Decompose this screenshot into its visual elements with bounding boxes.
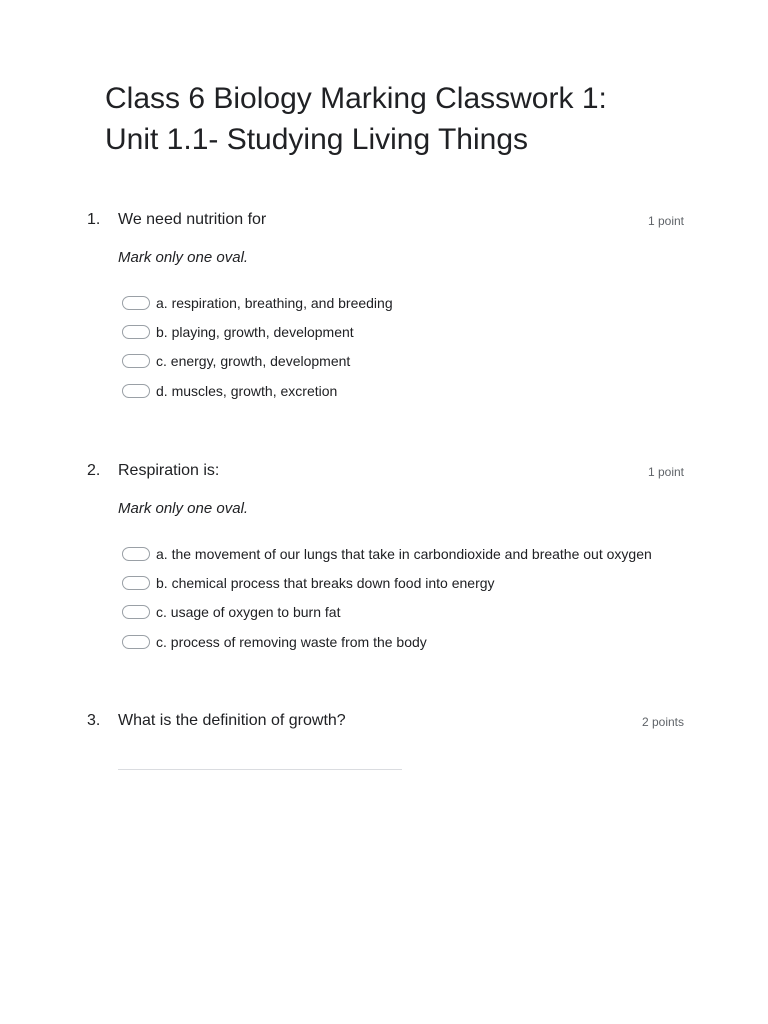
- question-text: We need nutrition for: [118, 211, 267, 228]
- option-2d[interactable]: [122, 627, 652, 656]
- option-label: c. usage of oxygen to burn fat: [156, 604, 341, 621]
- option-2a[interactable]: [122, 539, 652, 568]
- question-number: 3.: [87, 712, 101, 729]
- radio-oval[interactable]: [122, 635, 150, 649]
- option-label: a. respiration, breathing, and breeding: [156, 294, 393, 311]
- question-text: What is the definition of growth?: [118, 712, 346, 729]
- option-1d[interactable]: [122, 376, 393, 405]
- option-label: c. energy, growth, development: [156, 353, 351, 370]
- form-title-line-2: Unit 1.1- Studying Living Things: [105, 123, 529, 156]
- option-2b[interactable]: [122, 568, 652, 597]
- options-list: [122, 539, 652, 656]
- form-title: [105, 78, 705, 160]
- radio-oval[interactable]: [122, 547, 150, 561]
- option-label: c. process of removing waste from the body: [156, 633, 427, 650]
- question-points: 1 point: [647, 214, 684, 228]
- option-label: b. playing, growth, development: [156, 323, 354, 340]
- question-instruction: Mark only one oval.: [118, 500, 249, 517]
- question-points: 2 points: [641, 715, 684, 729]
- radio-oval[interactable]: [122, 605, 150, 619]
- option-1a[interactable]: [122, 288, 393, 317]
- question-text: Respiration is:: [118, 462, 220, 479]
- option-2c[interactable]: [122, 598, 652, 627]
- option-label: d. muscles, growth, excretion: [156, 382, 338, 399]
- radio-oval[interactable]: [122, 296, 150, 310]
- option-1b[interactable]: [122, 317, 393, 346]
- question-number: 2.: [87, 462, 101, 479]
- question-points: 1 point: [647, 465, 684, 479]
- option-label: a. the movement of our lungs that take in carbondioxide and breathe out oxygen: [156, 545, 652, 562]
- radio-oval[interactable]: [122, 354, 150, 368]
- short-answer-field[interactable]: [118, 769, 402, 770]
- radio-oval[interactable]: [122, 384, 150, 398]
- options-list: [122, 288, 393, 405]
- question-instruction: Mark only one oval.: [118, 249, 249, 266]
- radio-oval[interactable]: [122, 325, 150, 339]
- form-title-line-1: Class 6 Biology Marking Classwork 1:: [105, 82, 607, 115]
- option-1c[interactable]: [122, 347, 393, 376]
- option-label: b. chemical process that breaks down food into energy: [156, 574, 495, 591]
- radio-oval[interactable]: [122, 576, 150, 590]
- question-number: 1.: [87, 211, 101, 228]
